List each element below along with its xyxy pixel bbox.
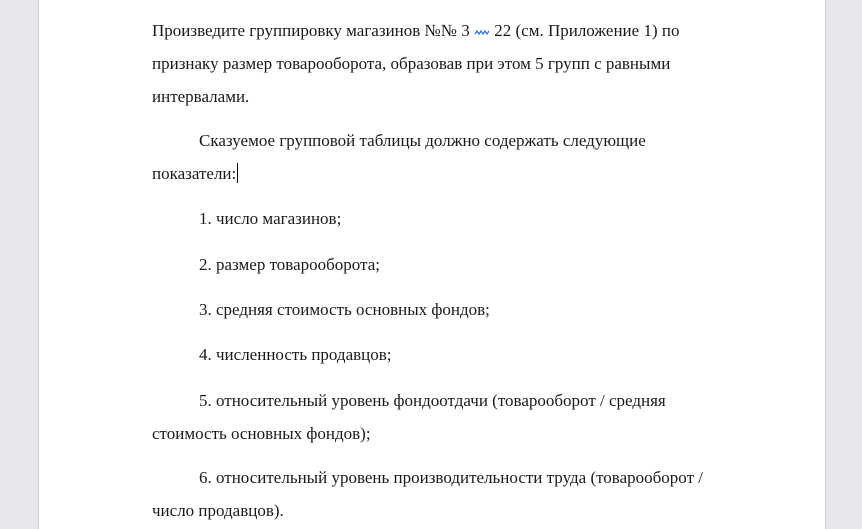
paragraph-1-line-3[interactable]: интервалами. <box>152 87 250 106</box>
list-item-6-line-1[interactable]: 6. относительный уровень производительности труда (товарооборот / <box>199 468 703 487</box>
list-item-1[interactable]: 1. число магазинов; <box>199 209 342 228</box>
paragraph-2-text: показатели: <box>152 164 237 183</box>
text-cursor <box>237 163 238 183</box>
paragraph-2-line-2[interactable] <box>152 163 238 185</box>
document-page[interactable] <box>38 0 826 529</box>
list-item-6-line-2[interactable]: число продавцов). <box>152 501 284 520</box>
paragraph-1-line-1[interactable] <box>152 20 679 42</box>
paragraph-1-line-2[interactable]: признаку размер товарооборота, образовав при этом 5 групп с равными <box>152 54 671 73</box>
list-item-3[interactable]: 3. средняя стоимость основных фондов; <box>199 300 490 319</box>
paragraph-2-line-1[interactable]: Сказуемое групповой таблицы должно содержать следующие <box>199 131 646 150</box>
list-item-5-line-2[interactable]: стоимость основных фондов); <box>152 424 371 443</box>
paragraph-1-text-start: Произведите группировку магазинов №№ 3 <box>152 21 470 40</box>
list-item-4[interactable]: 4. численность продавцов; <box>199 345 392 364</box>
list-item-5-line-1[interactable]: 5. относительный уровень фондоотдачи (товарооборот / средняя <box>199 391 666 410</box>
paragraph-1-text-end: 22 (см. Приложение 1) по <box>494 21 680 40</box>
spellcheck-underline-icon <box>474 24 490 36</box>
list-item-2[interactable]: 2. размер товарооборота; <box>199 255 380 274</box>
